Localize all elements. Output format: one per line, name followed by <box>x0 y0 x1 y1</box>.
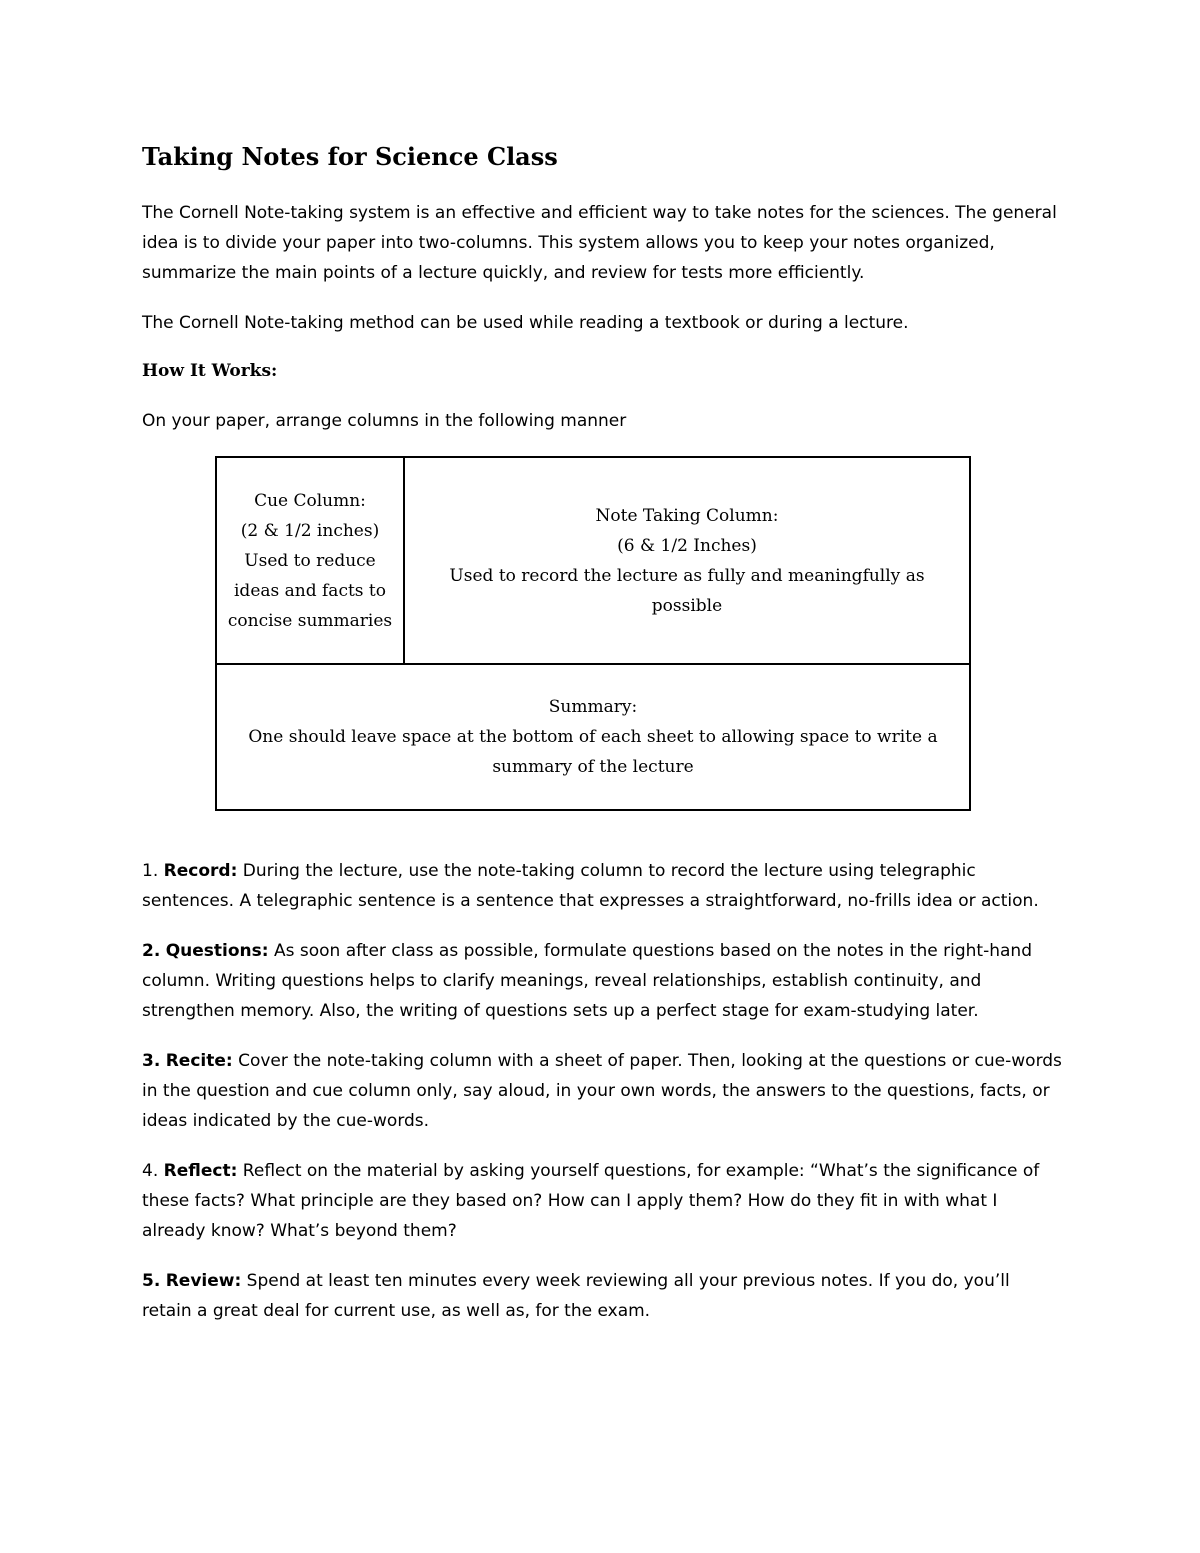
cue-column-description-line: Used to reduce <box>244 550 376 571</box>
intro-paragraph: The Cornell Note-taking system is an effective and efficient way to take notes for the sciences. The general idea is to divide your paper into two-columns. This system allows you to keep your notes organized, summarize the main points of a lecture quickly, and review for tests more efficiently. <box>142 203 1057 283</box>
cue-column-description-line: ideas and facts to <box>234 580 386 601</box>
step-number: 5. <box>142 1271 161 1291</box>
step-number: 3. <box>142 1051 161 1071</box>
step-text: Spend at least ten minutes every week reviewing all your previous notes. If you do, you’ll retain a great deal for current use, as well as, for the exam. <box>142 1271 1010 1321</box>
note-column-size: (6 & 1/2 Inches) <box>617 535 757 556</box>
step-reflect <box>142 1156 1062 1246</box>
document-title: Taking Notes for Science Class <box>142 142 558 171</box>
cue-column-description-line: concise summaries <box>227 610 393 631</box>
cue-column-title: Cue Column: <box>254 490 366 511</box>
summary-title: Summary: <box>548 697 638 717</box>
steps-list <box>142 856 1062 1346</box>
step-text: Reflect on the material by asking yourself questions, for example: “What’s the significance of these facts? What principle are they based on? How can I apply them? How do they fit in with what I already know? What’s beyond them? <box>142 1161 1040 1241</box>
step-number: 1. <box>142 861 159 881</box>
how-it-works-heading: How It Works: <box>142 361 278 381</box>
step-text: During the lecture, use the note-taking column to record the lecture using telegraphic sentences. A telegraphic sentence is a sentence that expresses a straightforward, no-frills idea or action. <box>142 861 1039 911</box>
cue-column-cell <box>217 458 405 665</box>
cornell-layout-diagram <box>215 456 971 811</box>
step-label: Record: <box>163 861 238 881</box>
step-label: Questions: <box>165 941 269 961</box>
method-paragraph: The Cornell Note-taking method can be used while reading a textbook or during a lecture. <box>142 313 909 333</box>
step-text: As soon after class as possible, formulate questions based on the notes in the right-hand column. Writing questions helps to clarify meanings, reveal relationships, establish continuity, and strengthen memory. Also, the writing of questions sets up a perfect stage for exam-studying later. <box>142 941 1032 1021</box>
summary-cell <box>217 665 969 809</box>
note-column-title: Note Taking Column: <box>595 505 779 526</box>
step-review <box>142 1266 1062 1326</box>
step-label: Reflect: <box>163 1161 238 1181</box>
summary-description-line: One should leave space at the bottom of each sheet to allowing space to write a <box>248 727 938 747</box>
cue-column-size: (2 & 1/2 inches) <box>240 520 380 541</box>
arrange-instruction: On your paper, arrange columns in the following manner <box>142 411 627 431</box>
step-recite <box>142 1046 1062 1136</box>
step-number: 2. <box>142 941 161 961</box>
step-record <box>142 856 1062 916</box>
step-text: Cover the note-taking column with a sheet of paper. Then, looking at the questions or cue-words in the question and cue column only, say aloud, in your own words, the answers to the questions, facts, or ideas indicated by the cue-words. <box>142 1051 1062 1131</box>
step-questions <box>142 936 1062 1026</box>
step-label: Review: <box>165 1271 242 1291</box>
summary-description-line: summary of the lecture <box>492 757 694 777</box>
note-taking-column-cell <box>405 458 969 665</box>
note-column-description: Used to record the lecture as fully and meaningfully as possible <box>449 565 925 616</box>
step-label: Recite: <box>165 1051 233 1071</box>
step-number: 4. <box>142 1161 159 1181</box>
